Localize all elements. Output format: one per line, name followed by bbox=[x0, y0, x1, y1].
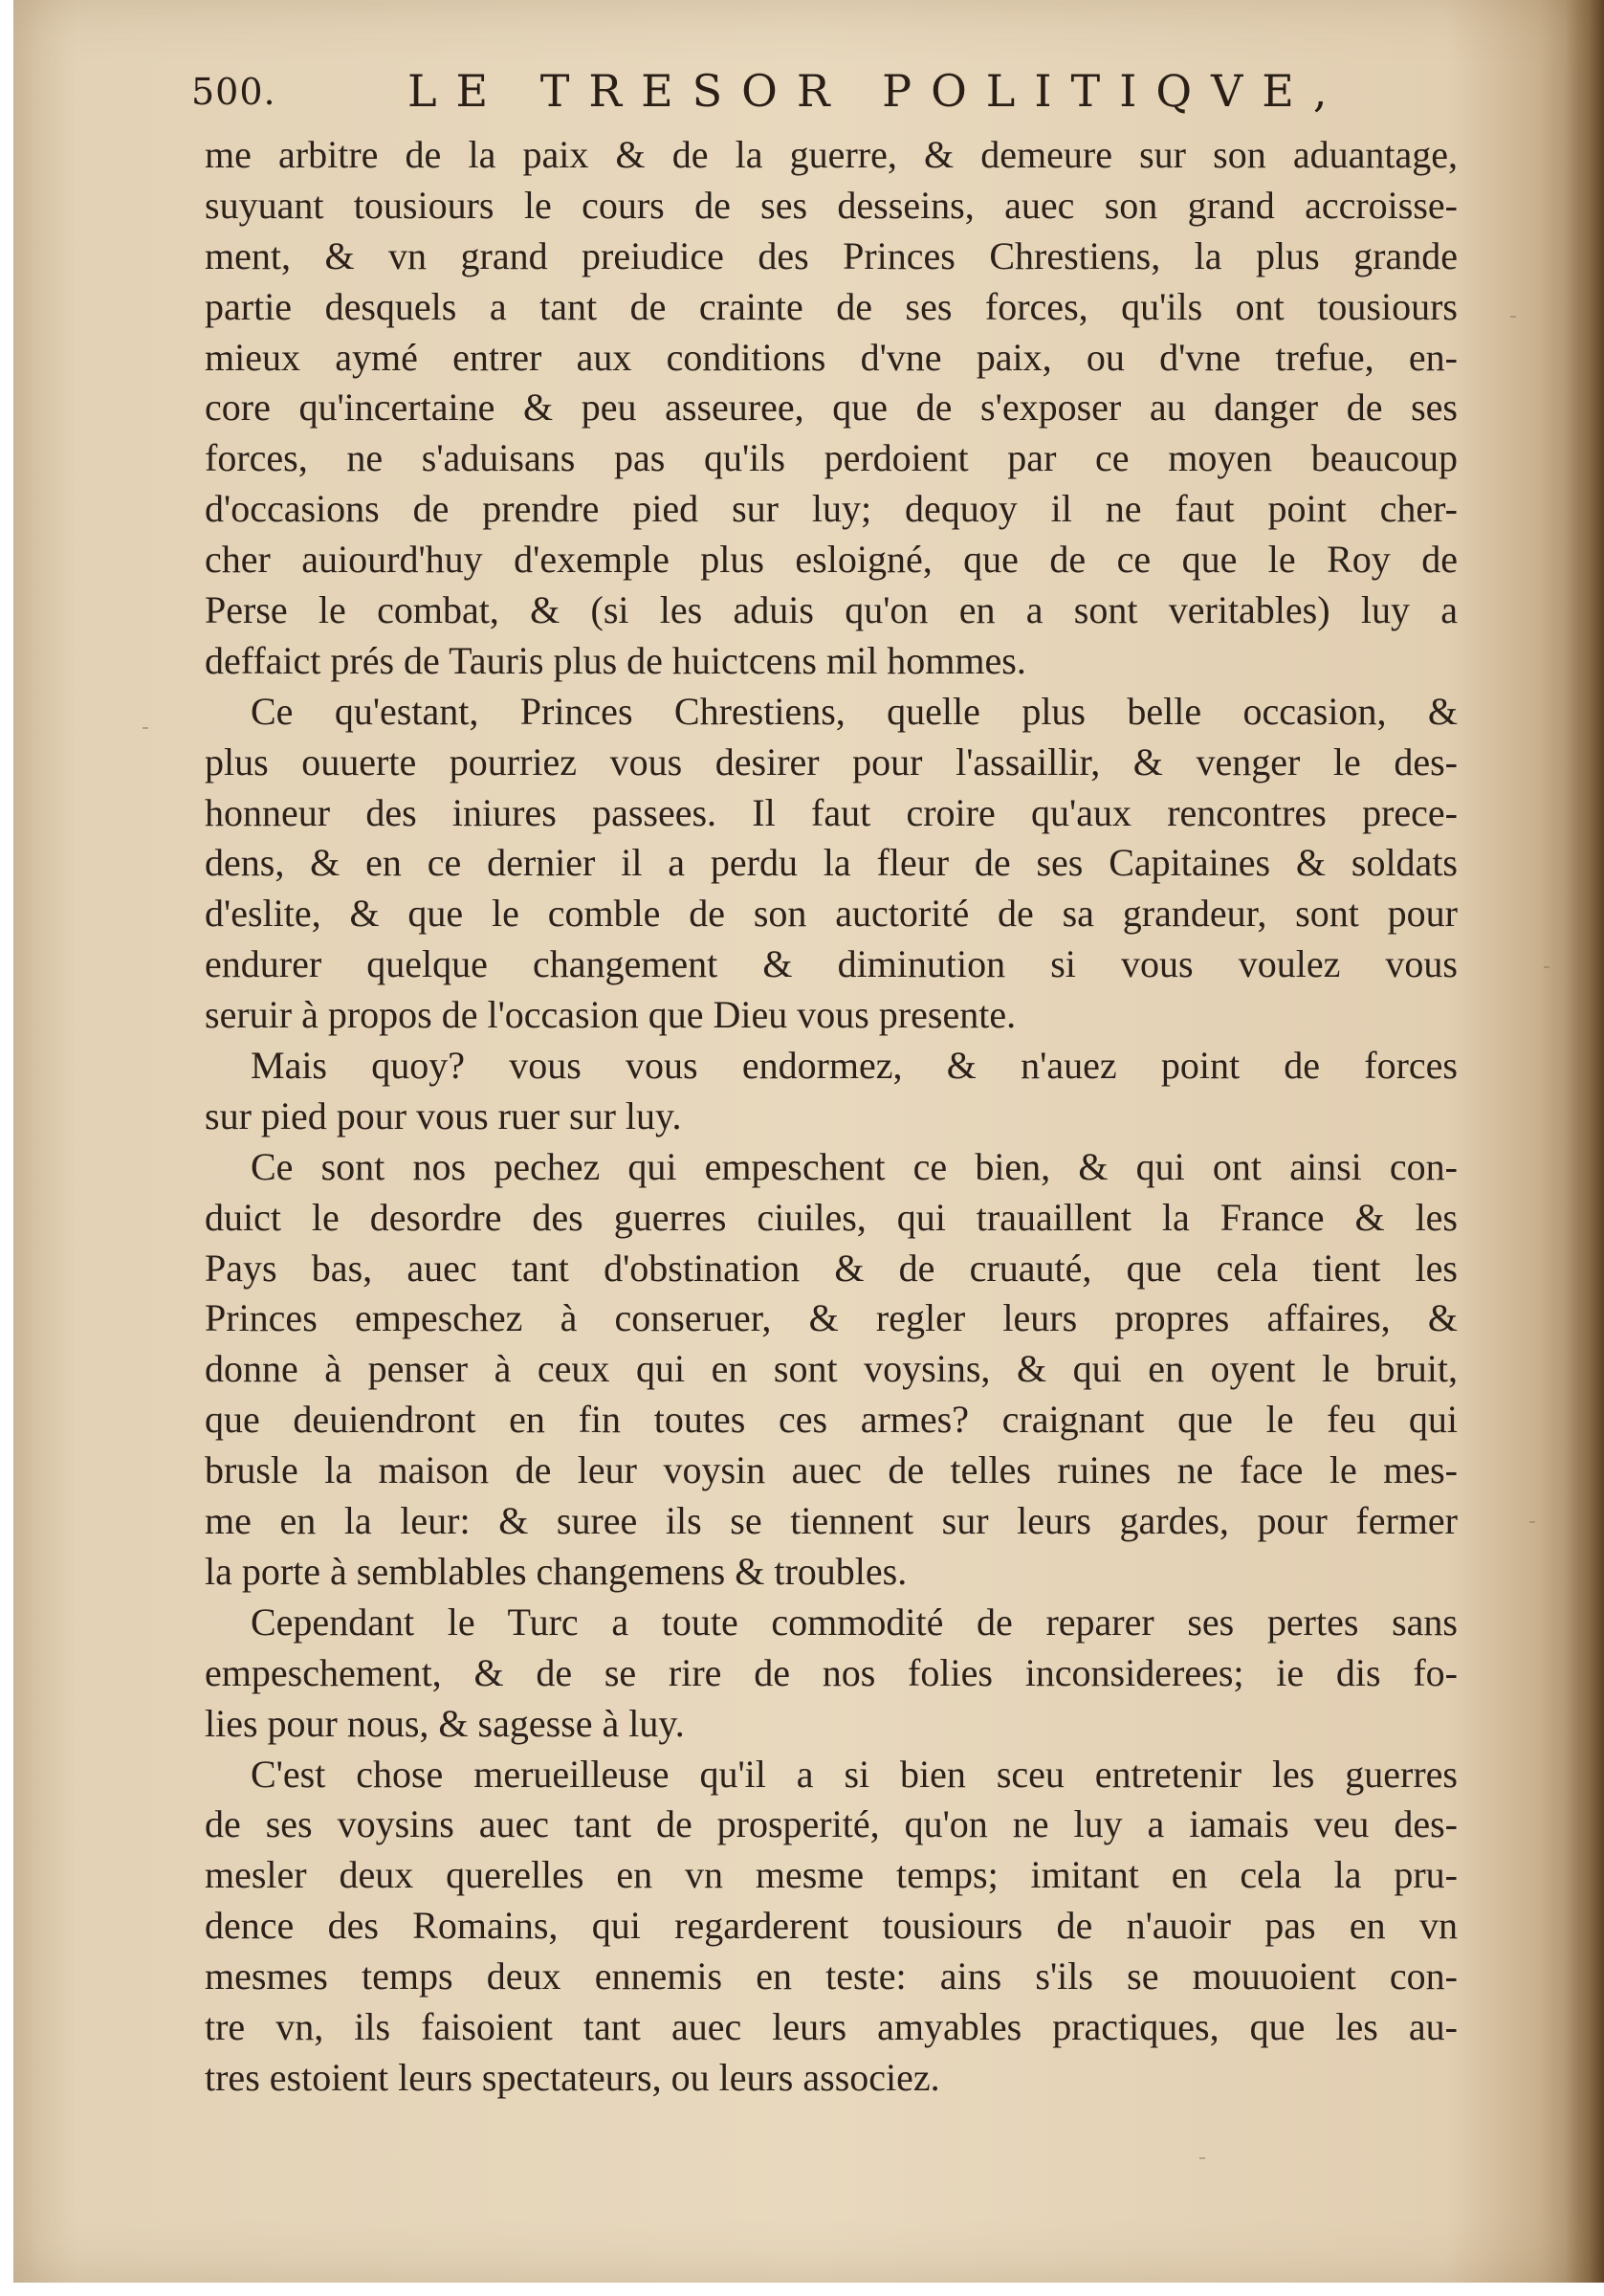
page-header bbox=[191, 65, 1492, 132]
page-edge-shadow bbox=[1566, 0, 1604, 2283]
text-line: sur pied pour vous ruer sur luy. bbox=[205, 1093, 682, 1137]
text-line: deffaict prés de Tauris plus de huictcens mil hommes. bbox=[205, 638, 1026, 682]
text-line: d'eslite, & que le comble de son auctorité de sa grandeur, sont pour bbox=[205, 892, 1458, 936]
text-line: Ce sont nos pechez qui empeschent ce bien, & qui ont ainsi con- bbox=[251, 1144, 1458, 1188]
text-line: honneur des iniures passees. Il faut croire qu'aux rencontres prece- bbox=[205, 790, 1458, 834]
scan-margin bbox=[0, 2283, 1604, 2296]
text-line: dens, & en ce dernier il a perdu la fleur de ses Capitaines & soldats bbox=[205, 841, 1458, 885]
text-line: plus ouuerte pourriez vous desirer pour l'assaillir, & venger le des- bbox=[205, 740, 1458, 784]
text-line: me en la leur: & suree ils se tiennent sur leurs gardes, pour fermer bbox=[205, 1499, 1458, 1543]
text-line: me arbitre de la paix & de la guerre, & demeure sur son aduantage, bbox=[205, 133, 1458, 176]
text-line: core qu'incertaine & peu asseuree, que de s'exposer au danger de ses bbox=[205, 386, 1458, 430]
text-line: mieux aymé entrer aux conditions d'vne paix, ou d'vne trefue, en- bbox=[205, 335, 1458, 379]
paper-speck bbox=[1544, 966, 1549, 968]
page-number: 500. bbox=[191, 71, 276, 113]
text-line: Perse le combat, & (si les aduis qu'on en a sont veritables) luy a bbox=[205, 588, 1458, 632]
text-line: donne à penser à ceux qui en sont voysins, & qui en oyent le bruit, bbox=[205, 1347, 1458, 1391]
text-line: empeschement, & de se rire de nos folies inconsiderees; ie dis fo- bbox=[205, 1650, 1458, 1694]
text-line: brusle la maison de leur voysin auec de telles ruines ne face le mes- bbox=[205, 1448, 1458, 1492]
paper-speck bbox=[1199, 2157, 1205, 2159]
text-line: tres estoient leurs spectateurs, ou leurs associez. bbox=[205, 2055, 940, 2099]
text-line: endurer quelque changement & diminution si vous voulez vous bbox=[205, 942, 1458, 986]
text-line: C'est chose merueilleuse qu'il a si bien sceu entretenir les guerres bbox=[251, 1752, 1458, 1796]
text-line: duict le desordre des guerres ciuiles, qui trauaillent la France & les bbox=[205, 1195, 1458, 1239]
paper-speck bbox=[1510, 316, 1516, 318]
text-line: forces, ne s'aduisans pas qu'ils perdoient par ce moyen beaucoup bbox=[205, 436, 1458, 480]
text-line: Cependant le Turc a toute commodité de reparer ses pertes sans bbox=[251, 1600, 1458, 1644]
text-line: tre vn, ils faisoient tant auec leurs amyables practiques, que les au- bbox=[205, 2004, 1458, 2048]
text-line: mesler deux querelles en vn mesme temps; imitant en cela la pru- bbox=[205, 1853, 1458, 1897]
paper-speck bbox=[143, 727, 148, 729]
text-line: cher auiourd'huy d'exemple plus esloigné, que de ce que le Roy de bbox=[205, 538, 1458, 582]
text-line: suyuant tousiours le cours de ses desseins, auec son grand accroisse- bbox=[205, 183, 1458, 227]
book-page bbox=[13, 0, 1604, 2283]
text-line: la porte à semblables changemens & troubles. bbox=[205, 1549, 908, 1593]
text-line: Ce qu'estant, Princes Chrestiens, quelle plus belle occasion, & bbox=[251, 689, 1458, 733]
running-title: LE TRESOR POLITIQVE, bbox=[407, 65, 1347, 117]
text-line: partie desquels a tant de crainte de ses forces, qu'ils ont tousiours bbox=[205, 284, 1458, 328]
body-text bbox=[205, 130, 1458, 2104]
text-line: de ses voysins auec tant de prosperité, qu'on ne luy a iamais veu des- bbox=[205, 1802, 1458, 1846]
text-line: mesmes temps deux ennemis en teste: ains s'ils se mouuoient con- bbox=[205, 1954, 1458, 1998]
text-line: Princes empeschez à conseruer, & regler leurs propres affaires, & bbox=[205, 1296, 1458, 1340]
text-line: dence des Romains, qui regarderent tousiours de n'auoir pas en vn bbox=[205, 1904, 1458, 1948]
text-line: que deuiendront en fin toutes ces armes? craignant que le feu qui bbox=[205, 1398, 1458, 1442]
text-line: Mais quoy? vous vous endormez, & n'auez point de forces bbox=[251, 1044, 1458, 1088]
paper-speck bbox=[1529, 1521, 1535, 1523]
text-line: ment, & vn grand preiudice des Princes Chrestiens, la plus grande bbox=[205, 233, 1458, 277]
text-line: Pays bas, auec tant d'obstination & de cruauté, que cela tient les bbox=[205, 1246, 1458, 1290]
text-line: d'occasions de prendre pied sur luy; dequoy il ne faut point cher- bbox=[205, 487, 1458, 531]
text-line: lies pour nous, & sagesse à luy. bbox=[205, 1701, 685, 1745]
text-line: seruir à propos de l'occasion que Dieu vous presente. bbox=[205, 993, 1017, 1037]
